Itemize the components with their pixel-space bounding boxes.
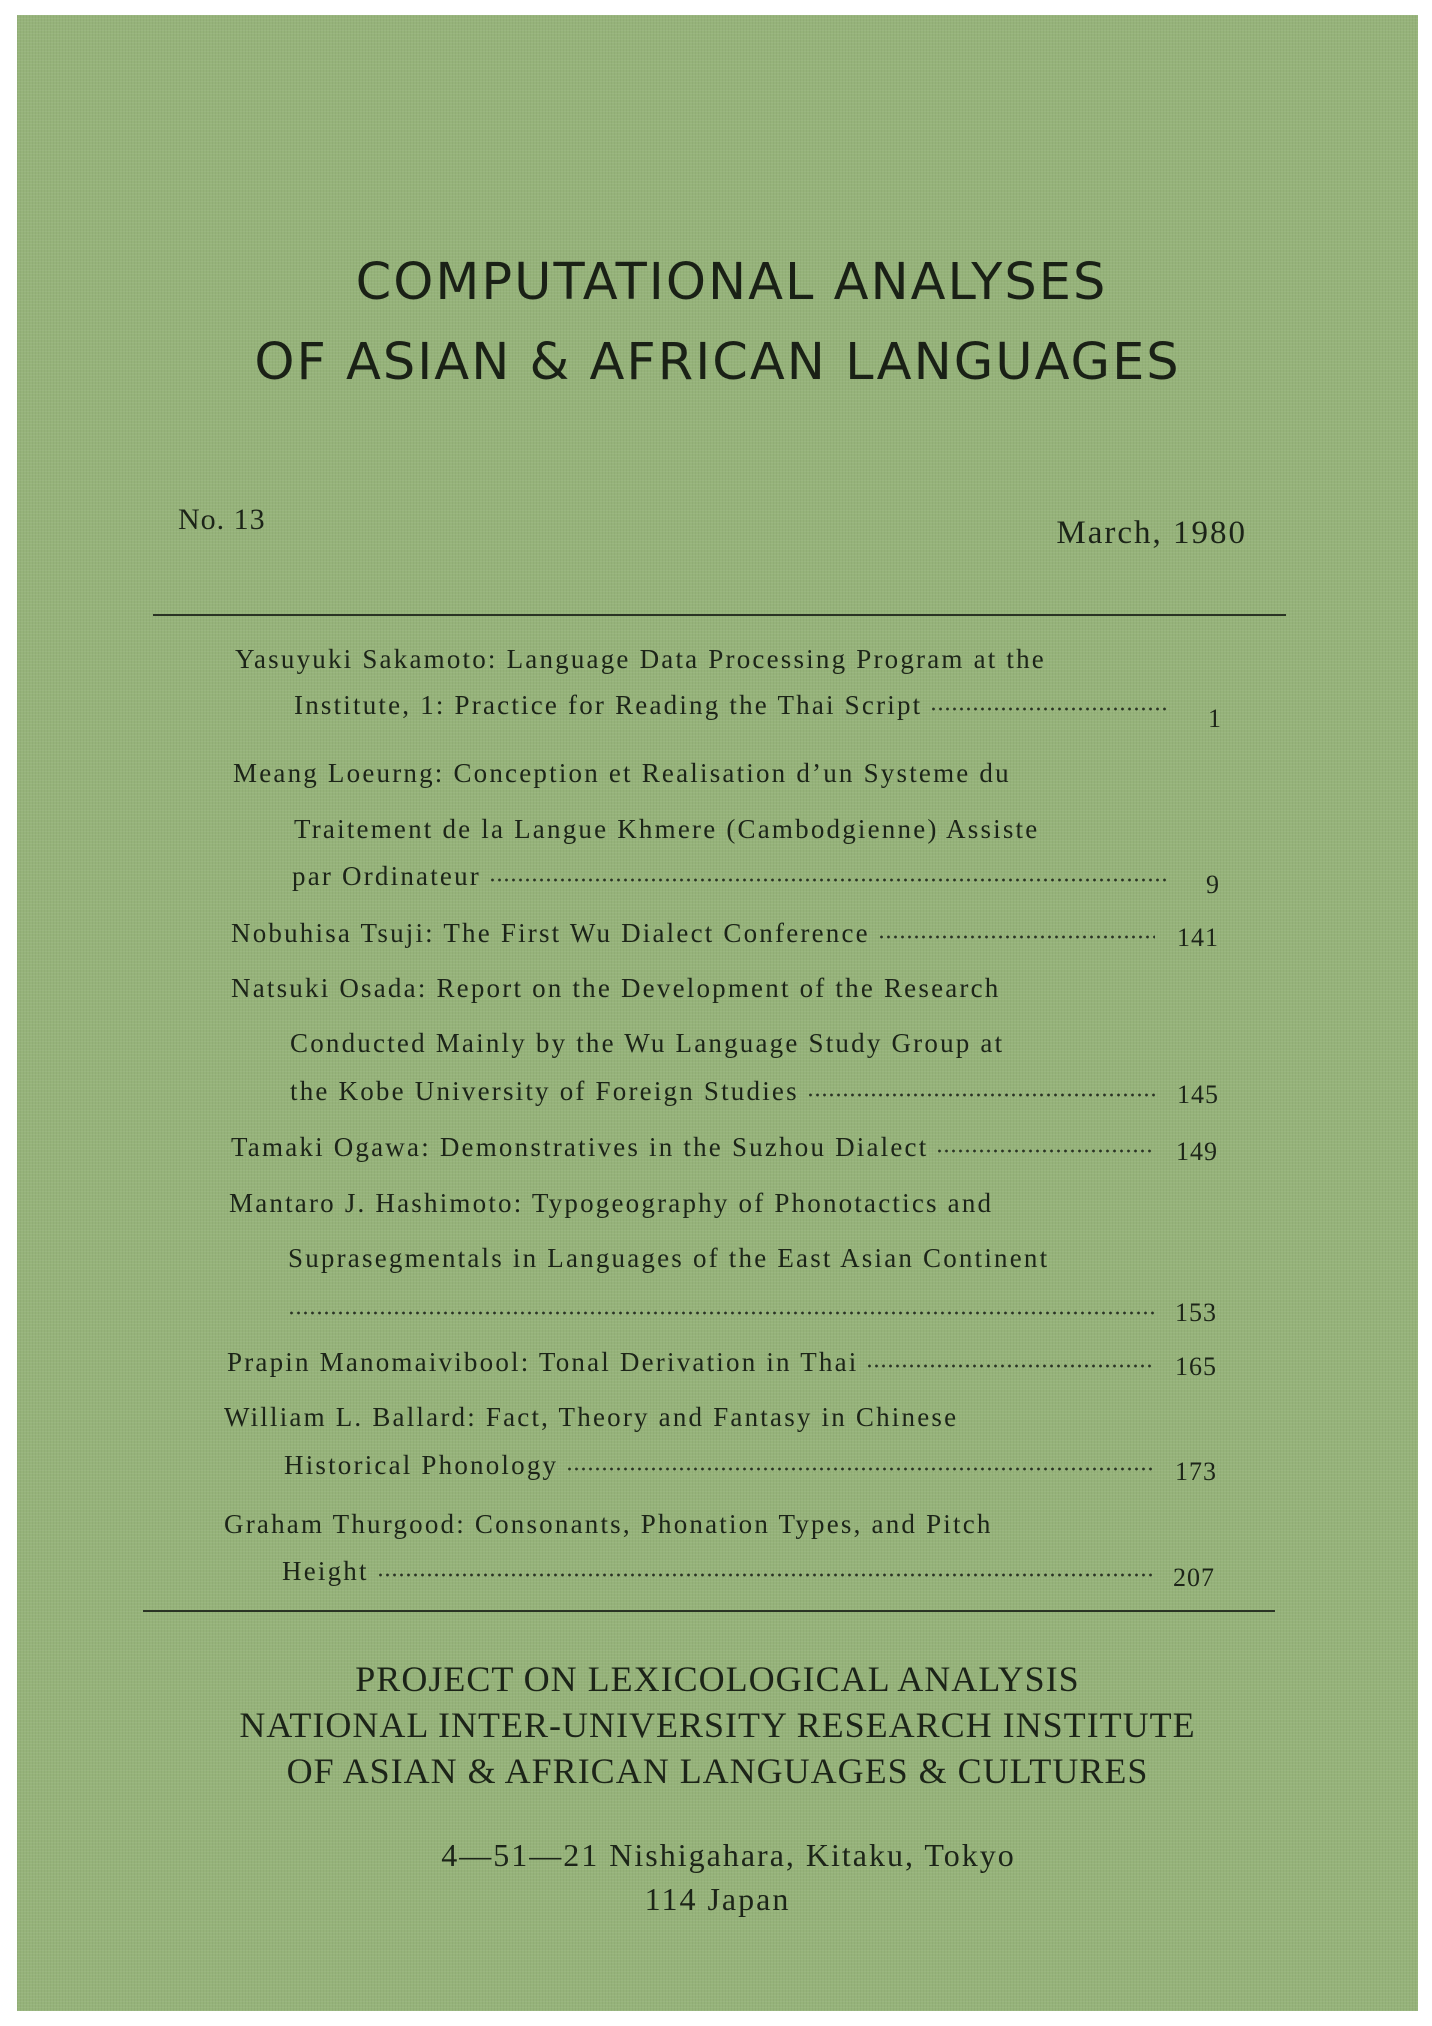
toc-entry-2-line-2: Traitement de la Langue Khmere (Cambodgienne) Assiste — [294, 814, 1040, 844]
dot-leader — [807, 1091, 1158, 1099]
dot-leader — [566, 1465, 1154, 1473]
toc-entry-8-line-2 — [284, 1447, 1162, 1483]
toc-entry-2-line-1: Meang Loeurng: Conception et Realisation d’un Systeme du — [233, 758, 1011, 788]
toc-entry-2-line-3 — [292, 858, 1174, 894]
toc-entry-6-line-3 — [288, 1291, 1164, 1327]
dot-leader — [377, 1571, 1152, 1579]
issue-date: March, 1980 — [1056, 515, 1247, 551]
publisher-line-3: OF ASIAN & AFRICAN LANGUAGES & CULTURES — [286, 1751, 1149, 1791]
toc-entry-4-page: 145 — [1177, 1080, 1219, 1109]
dot-leader — [288, 1309, 1156, 1317]
toc-entry-8-line-2-text: Historical Phonology — [284, 1450, 559, 1480]
toc-entry-6-page: 153 — [1175, 1298, 1217, 1327]
toc-entry-4-line-2: Conducted Mainly by the Wu Language Study Group at — [290, 1028, 1005, 1058]
address-line-2: 114 Japan — [644, 1881, 791, 1917]
toc-entry-4-line-3 — [290, 1073, 1166, 1109]
dot-leader — [489, 876, 1166, 884]
dot-leader — [930, 705, 1168, 713]
publisher-line-2: NATIONAL INTER-UNIVERSITY RESEARCH INSTITUTE — [239, 1705, 1196, 1745]
toc-entry-9-line-1: Graham Thurgood: Consonants, Phonation Types, and Pitch — [224, 1509, 993, 1539]
toc-entry-8-page: 173 — [1175, 1457, 1217, 1486]
toc-entry-6-line-2: Suprasegmentals in Languages of the East Asian Continent — [288, 1243, 1050, 1273]
toc-entry-1-page: 1 — [1208, 704, 1222, 733]
toc-entry-5-line-1 — [231, 1129, 1163, 1165]
toc-entry-3-page: 141 — [1177, 923, 1219, 952]
journal-cover — [17, 15, 1418, 2011]
dot-leader — [866, 1362, 1155, 1370]
toc-entry-7-line-1-text: Prapin Manomaivibool: Tonal Derivation in Thai — [227, 1347, 859, 1377]
toc-entry-1-line-1: Yasuyuki Sakamoto: Language Data Processing Program at the — [235, 644, 1046, 674]
dot-leader — [878, 933, 1155, 941]
address-line-1: 4—51—21 Nishigahara, Kitaku, Tokyo — [441, 1837, 1016, 1873]
toc-entry-3-line-1-text: Nobuhisa Tsuji: The First Wu Dialect Conference — [231, 918, 870, 948]
toc-entry-5-line-1-text: Tamaki Ogawa: Demonstratives in the Suzhou Dialect — [231, 1132, 929, 1162]
toc-entry-9-page: 207 — [1173, 1563, 1215, 1592]
issue-number: No. 13 — [178, 503, 266, 536]
toc-entry-9-line-2-text: Height — [282, 1556, 369, 1586]
toc-entry-1-line-2 — [294, 687, 1176, 723]
toc-entry-1-line-2-text: Institute, 1: Practice for Reading the Thai Script — [294, 690, 923, 720]
toc-entry-2-line-3-text: par Ordinateur — [292, 861, 481, 891]
toc-entry-6-line-1: Mantaro J. Hashimoto: Typogeography of Phonotactics and — [229, 1188, 994, 1218]
toc-entry-3-line-1 — [231, 915, 1163, 951]
journal-title-line-2: OF ASIAN & AFRICAN LANGUAGES — [254, 333, 1181, 392]
toc-entry-7-line-1 — [227, 1344, 1163, 1380]
toc-entry-7-page: 165 — [1175, 1352, 1217, 1381]
toc-entry-8-line-1: William L. Ballard: Fact, Theory and Fantasy in Chinese — [224, 1402, 959, 1432]
journal-title-line-1: COMPUTATIONAL ANALYSES — [355, 253, 1108, 312]
bottom-divider — [143, 1610, 1275, 1612]
publisher-line-1: PROJECT ON LEXICOLOGICAL ANALYSIS — [355, 1659, 1080, 1699]
toc-entry-9-line-2 — [282, 1553, 1160, 1589]
toc-entry-2-page: 9 — [1206, 870, 1220, 899]
toc-entry-4-line-1: Natsuki Osada: Report on the Development of the Research — [231, 973, 1001, 1003]
toc-entry-4-line-3-text: the Kobe University of Foreign Studies — [290, 1076, 799, 1106]
dot-leader — [936, 1147, 1155, 1155]
toc-entry-5-page: 149 — [1176, 1137, 1218, 1166]
